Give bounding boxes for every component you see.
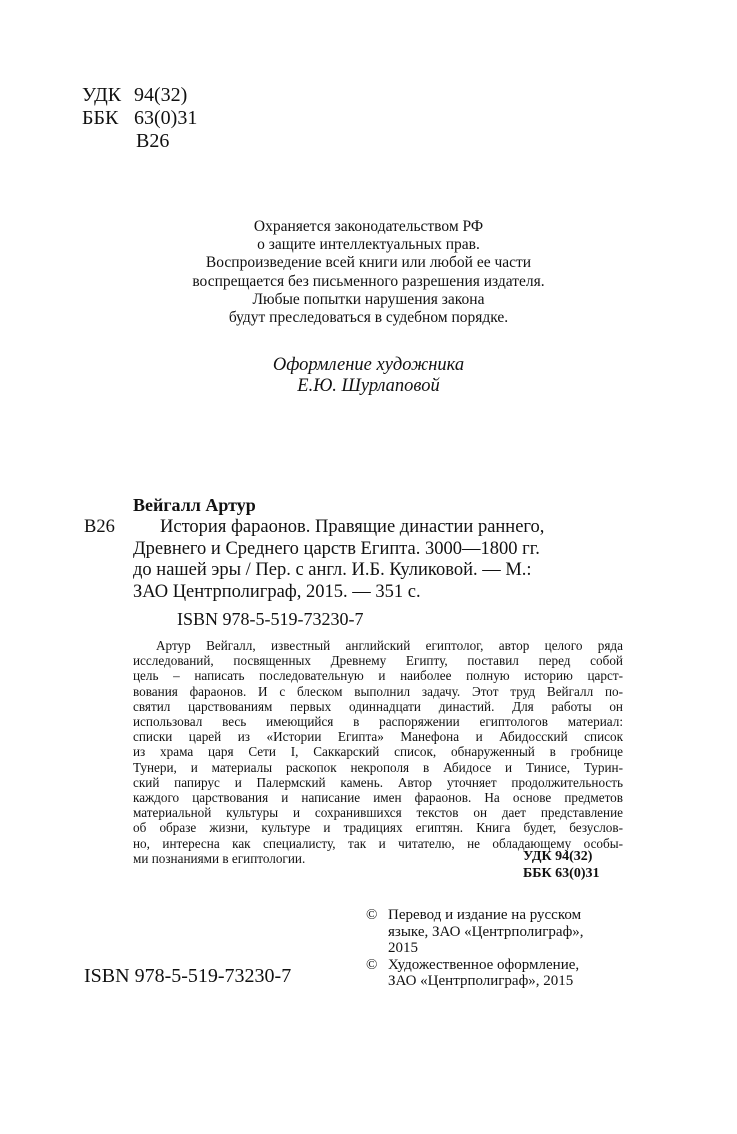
abstract-line: но, интересна как специалисту, так и читателю, не обладающему особы-	[133, 835, 623, 851]
udk-bottom: УДК 94(32)	[523, 849, 593, 864]
udk-value: 94(32)	[134, 84, 188, 106]
bbk-row	[82, 107, 197, 130]
abstract-line: списки царей из «Истории Египта» Манефона и Абидосский список	[133, 729, 623, 745]
copyright-symbol: ©	[366, 907, 378, 923]
bbk-label: ББК	[82, 107, 119, 129]
rights-item-design	[366, 957, 584, 990]
design-credit-line1: Оформление художника	[272, 355, 465, 375]
abstract-line: каждого царствования и написание имен фараонов. На основе предметов	[133, 790, 623, 806]
udk-label: УДК	[82, 84, 122, 106]
bbk-value: 63(0)31	[134, 107, 198, 129]
classification-codes	[82, 84, 197, 153]
description-line: до нашей эры / Пер. с англ. И.Б. Куликовой. — М.:	[133, 560, 532, 580]
copyright-line: Воспроизведение всей книги или любой ее части	[205, 254, 532, 272]
bibliographic-author-mark: В26	[84, 517, 115, 537]
rights-line: ЗАО «Центрполиграф», 2015	[388, 973, 574, 989]
abstract-line: материальной культуры и сохранившихся текстов он дает представление	[133, 805, 623, 821]
abstract-line: из храма царя Сети I, Саккарский список, обнаруженный в гробнице	[133, 744, 623, 760]
udk-row	[82, 84, 197, 107]
bibliographic-description	[133, 517, 623, 603]
rights-line: Перевод и издание на русском	[388, 907, 582, 923]
abstract-line: использовал весь имеющийся в распоряжении египтологов материал:	[133, 714, 623, 730]
abstract-line: Артур Вейгалл, известный английский египтолог, автор целого ряда	[156, 638, 623, 653]
rights-line: Художественное оформление,	[388, 956, 580, 973]
abstract-line: ский папирус и Палермский камень. Автор уточняет продолжительность	[133, 774, 623, 790]
copyright-line: воспрещается без письменного разрешения издателя.	[192, 272, 545, 290]
rights-item-translation	[366, 907, 584, 957]
abstract-line: святил царствованиям первых одиннадцати династий. Для работы он	[133, 698, 623, 714]
abstract-line: Тунери, и материалы раскопок некрополя в Абидосе и Тинисе, Турин-	[133, 759, 623, 775]
rights-line: 2015	[388, 940, 418, 956]
copyright-line: о защите интеллектуальных прав.	[257, 236, 480, 254]
isbn-bottom: ISBN 978-5-519-73230-7	[84, 965, 292, 987]
book-author: Вейгалл Артур	[133, 495, 256, 515]
copyright-line: Охраняется законодательством РФ	[253, 218, 484, 235]
design-credit	[0, 355, 737, 397]
rights-block	[366, 907, 584, 990]
abstract-line: цель – написать последовательную и наиболее полную историю царст-	[133, 668, 623, 684]
abstract-line: исследований, посвященных Древнему Египту, поставил перед собой	[133, 653, 623, 669]
description-line: Древнего и Среднего царств Египта. 3000—1800 гг.	[133, 538, 540, 559]
classification-codes-bottom	[523, 848, 600, 882]
copyright-symbol: ©	[366, 956, 378, 973]
book-abstract	[133, 638, 623, 866]
abstract-line: вования фараонов. И с блеском выполнил задачу. Этот труд Вейгалл по-	[133, 683, 623, 699]
bbk-bottom: ББК 63(0)31	[523, 866, 600, 881]
abstract-line: об образе жизни, культуре и традициях египтян. Книга будет, безуслов-	[133, 820, 623, 836]
abstract-line: ми познаниями в египтологии.	[133, 850, 306, 866]
copyright-line: Любые попытки нарушения закона	[252, 290, 485, 308]
description-line: ЗАО Центрполиграф, 2015. — 351 с.	[133, 581, 421, 602]
author-mark: В26	[136, 130, 170, 152]
design-credit-line2: Е.Ю. Шурлаповой	[297, 376, 440, 396]
isbn-top: ISBN 978-5-519-73230-7	[177, 609, 364, 629]
copyright-notice	[0, 218, 737, 327]
rights-line: языке, ЗАО «Центрполиграф»,	[388, 923, 584, 940]
description-line: История фараонов. Правящие династии раннего,	[160, 517, 545, 537]
copyright-line: будут преследоваться в судебном порядке.	[228, 309, 509, 327]
